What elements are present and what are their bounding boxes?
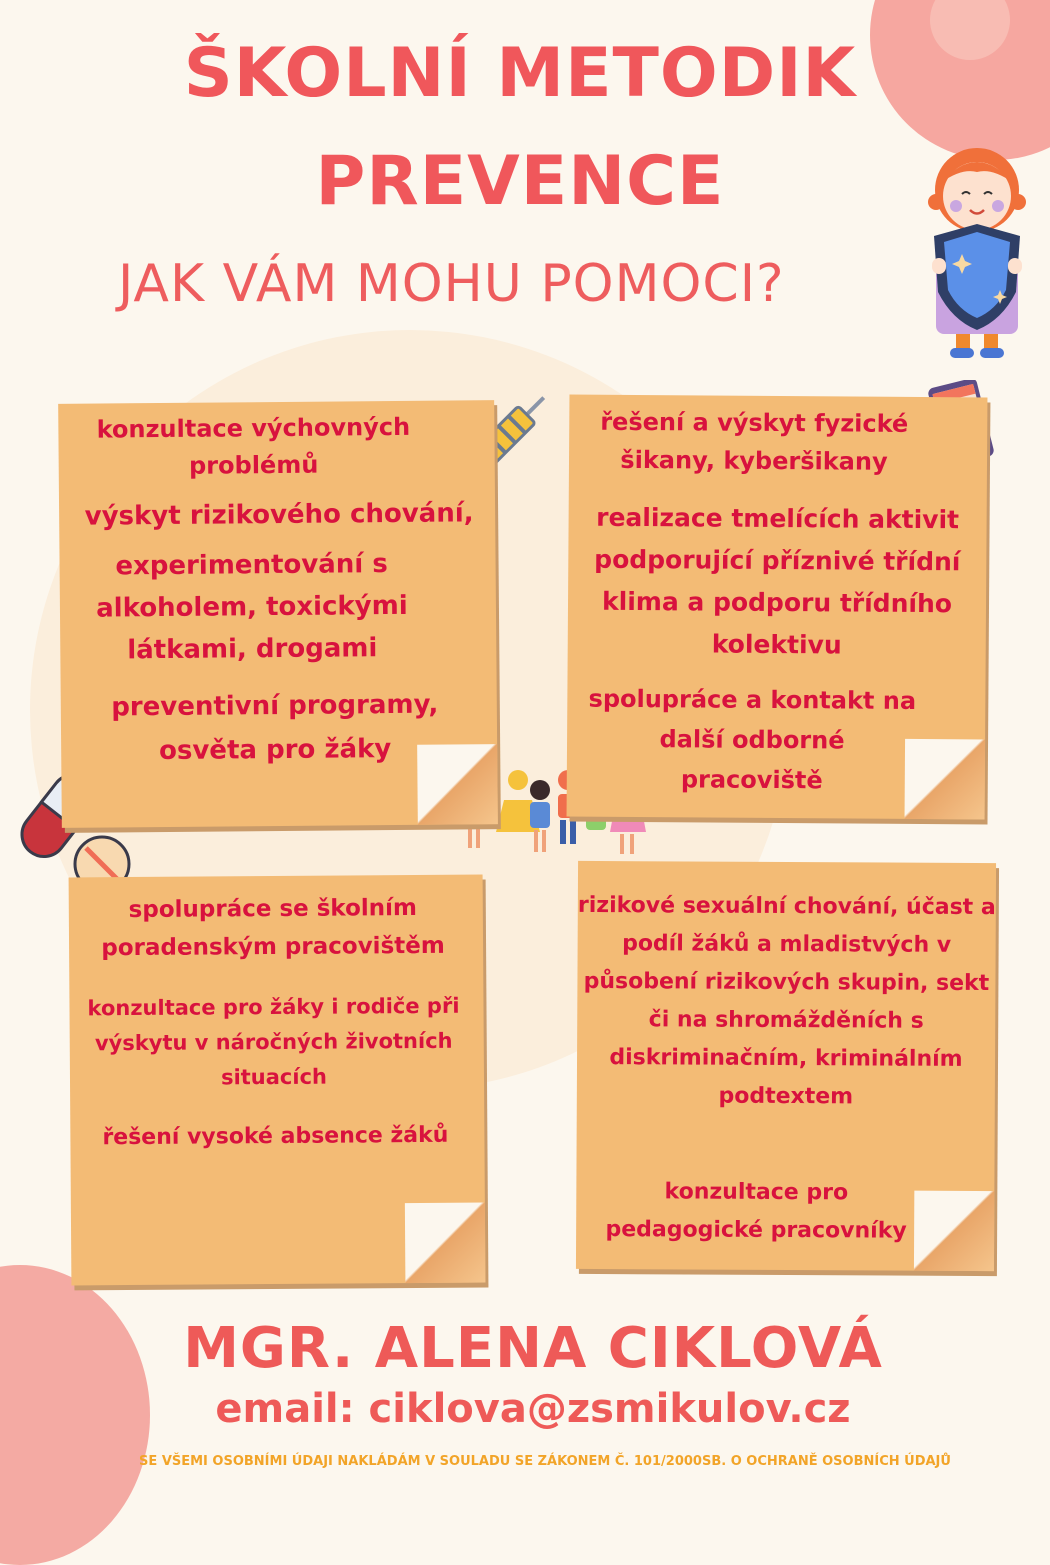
note-1-item-1: konzultace výchovných problémů xyxy=(96,412,411,480)
poster-title-line1: ŠKOLNÍ METODIK xyxy=(183,34,857,113)
note-card-3 xyxy=(69,875,486,1286)
note-2-item-3: spolupráce a kontakt na další odborné pracoviště xyxy=(588,684,917,795)
note-4-item-1: rizikové sexuální chování, účast a podíl žáků a mladistvých v působení rizikových skupin, sekt či na shromážděních s diskriminačním, kriminálním podtextem xyxy=(577,892,996,1110)
contact-name: MGR. ALENA CIKLOVÁ xyxy=(183,1316,883,1381)
note-3-page-curl xyxy=(405,1203,486,1284)
note-card-1 xyxy=(58,400,498,828)
note-1-item-3: experimentování s alkoholem, toxickými látkami, drogami xyxy=(96,549,408,666)
poster-subtitle: JAK VÁM MOHU POMOCI? xyxy=(118,254,785,314)
note-card-2 xyxy=(567,395,988,820)
note-3-item-2: konzultace pro žáky i rodiče při výskytu v náročných životních situacích xyxy=(87,993,460,1090)
note-2-item-2: realizace tmelících aktivit podporující příznivé třídní klima a podporu třídního kolektivu xyxy=(594,502,961,660)
contact-email[interactable]: email: ciklova@zsmikulov.cz xyxy=(215,1386,851,1432)
note-1-item-4: preventivní programy, osvěta pro žáky xyxy=(111,689,439,767)
note-1-item-2: výskyt rizikového chování, xyxy=(84,498,474,532)
note-2-item-1: řešení a výskyt fyzické šikany, kyberšikany xyxy=(600,407,909,476)
note-4-item-2: konzultace pro pedagogické pracovníky xyxy=(605,1179,907,1244)
girl-with-shield-illustration xyxy=(922,142,1032,364)
poster-title-line2: PREVENCE xyxy=(315,142,725,221)
gdpr-footer-note: SE VŠEMI OSOBNÍMI ÚDAJI NAKLÁDÁM V SOULADU SE ZÁKONEM Č. 101/2000SB. O OCHRANĚ OSOBNÍCH ÚDAJŮ xyxy=(139,1454,951,1469)
note-3-item-1: spolupráce se školním poradenským pracovištěm xyxy=(101,895,445,962)
note-2-page-curl xyxy=(905,739,986,820)
note-1-page-curl xyxy=(417,744,498,825)
note-4-page-curl xyxy=(914,1191,994,1271)
note-card-4 xyxy=(576,861,996,1271)
note-3-item-3: řešení vysoké absence žáků xyxy=(102,1122,449,1151)
